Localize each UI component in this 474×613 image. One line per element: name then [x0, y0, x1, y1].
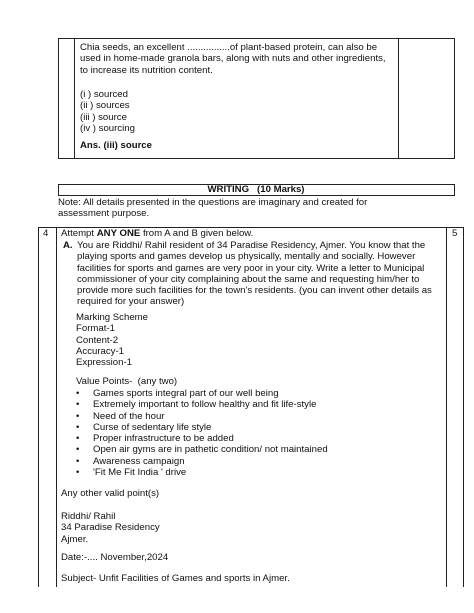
part-a-prompt — [77, 240, 441, 308]
q4-table-divider-1 — [56, 227, 57, 587]
top-table-right-border — [454, 38, 455, 159]
address-line-1: Riddhi/ Rahil — [61, 511, 116, 522]
top-table-divider-2 — [398, 38, 399, 159]
instruction-pre: Attempt — [61, 228, 97, 239]
question-stem-text: Chia seeds, an excellent ................of plant-based protein, can also be used in home-made granola bars, along with nuts and other ingredients, to increase its nutrition content. — [80, 42, 386, 76]
value-point: • Extremely important to follow healthy and fit life-style — [76, 399, 436, 410]
option-2: (ii ) sources — [80, 100, 130, 112]
marking-content: Content-2 — [76, 334, 119, 346]
top-table-bottom-border — [58, 158, 454, 159]
marking-format: Format-1 — [76, 323, 115, 335]
sender-address — [61, 511, 261, 545]
writing-note-text: Note: All details presented in the questions are imaginary and created for assessment purpose. — [58, 197, 368, 220]
marking-expression: Expression-1 — [76, 357, 132, 369]
q4-table-divider-2 — [446, 227, 447, 587]
marking-accuracy: Accuracy-1 — [76, 345, 124, 357]
top-table-divider-1 — [74, 38, 75, 159]
value-point: • Awareness campaign — [76, 456, 436, 467]
top-table-top-border — [58, 38, 454, 39]
options-list — [80, 89, 280, 134]
writing-box-right — [454, 184, 455, 196]
value-points-title: Value Points- (any two) — [76, 376, 178, 387]
answer: Ans. (iii) source — [80, 140, 152, 151]
option-1: (i ) sourced — [80, 89, 128, 100]
part-a-prompt-text: You are Riddhi/ Rahil resident of 34 Paradise Residency, Ajmer. You know that the playing sports and games develop us physically, mentally and socially. However facilities for sports and games are very poor in your city. Write a letter to Municipal commissioner of your city complaining about the same and requesting him/her to provide more such facilities for the town's residents. (you can invent other details as required for your answer) — [77, 240, 432, 308]
other-points: Any other valid point(s) — [61, 488, 160, 499]
q4-table-left — [38, 227, 39, 587]
writing-heading: WRITING (10 Marks) — [207, 184, 305, 195]
marking-scheme — [76, 312, 276, 368]
option-4: (iv ) sourcing — [80, 122, 135, 134]
q4-instruction — [61, 228, 441, 239]
value-point: • Need of the hour — [76, 411, 436, 422]
instruction-post: from A and B given below. — [140, 228, 254, 239]
part-a-label: A. — [63, 240, 73, 251]
option-3: (iii ) source — [80, 111, 127, 123]
address-line-3: Ajmer. — [61, 533, 89, 545]
q4-table-right — [463, 227, 464, 587]
top-table-left-border — [58, 38, 59, 159]
value-points-list — [76, 388, 436, 478]
address-line-2: 34 Paradise Residency — [61, 522, 160, 534]
question-marks: 5 — [452, 228, 458, 239]
writing-note — [58, 197, 408, 220]
value-point: • 'Fit Me Fit India ' drive — [76, 467, 436, 478]
instruction-bold: ANY ONE — [96, 228, 141, 239]
letter-subject: Subject- Unfit Facilities of Games and sports in Ajmer. — [61, 573, 290, 584]
question-number: 4 — [43, 228, 49, 239]
value-point: • Curse of sedentary life style — [76, 422, 436, 433]
value-point: • Open air gyms are in pathetic condition/ not maintained — [76, 444, 436, 455]
question-stem — [80, 42, 392, 76]
letter-date: Date:-.... November,2024 — [61, 552, 169, 563]
value-point: • Proper infrastructure to be added — [76, 433, 436, 444]
marking-scheme-title: Marking Scheme — [76, 312, 148, 323]
value-point: • Games sports integral part of our well being — [76, 388, 436, 399]
